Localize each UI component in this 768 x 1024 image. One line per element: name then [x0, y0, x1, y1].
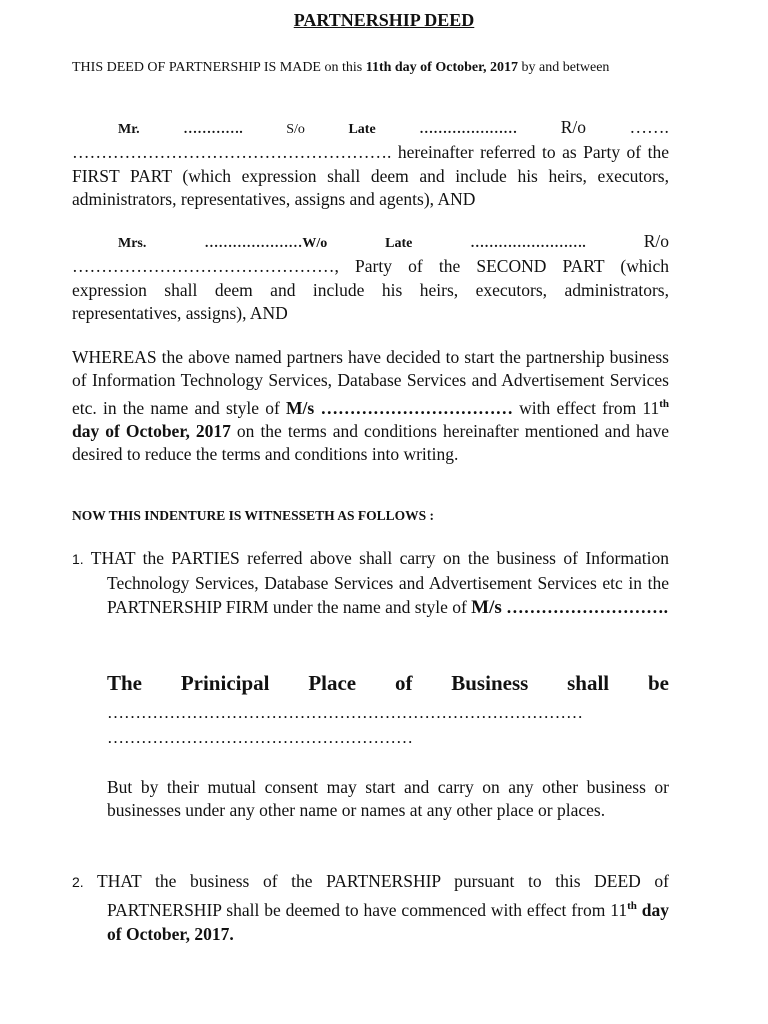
clause-1-firm-blank: ………………………. [506, 597, 669, 617]
whereas-firm-blank: …………………………… [320, 397, 513, 418]
first-party-paragraph [72, 116, 669, 212]
whereas-part2: with effect from 11 [519, 397, 660, 418]
whereas-sup: th [659, 397, 670, 410]
first-party-text [72, 141, 669, 211]
second-party-description: Party of the SECOND PART (which expression shall deem and include his heirs, executors, administrators, representatives, assigns), AND [72, 256, 670, 324]
clause-2 [72, 869, 669, 946]
place-word-7: be [647, 671, 669, 695]
place-word-3: Place [308, 671, 357, 695]
clause-2-number: 2. [72, 874, 84, 890]
first-party-line [72, 116, 669, 141]
clause-2-body: THAT the business of the PARTNERSHIP pursuant to this DEED of PARTNERSHIP shall be deemed to have commenced with effect from 11 [97, 871, 669, 920]
intro-paragraph [72, 58, 669, 78]
intro-suffix: by and between [521, 60, 610, 75]
second-party-late: Late [385, 236, 413, 251]
first-party-name-blank: …………. [183, 122, 243, 137]
clause-1-text [72, 546, 669, 620]
clause-2-date: day of October, 2017. [107, 899, 669, 944]
second-party-ro: R/o [643, 231, 669, 251]
place-word-1: The [107, 671, 143, 695]
first-party-address-blank: ………………………………………………. [72, 142, 392, 163]
clause-2-text [72, 869, 669, 946]
second-party-address-blank: ………………………………………, [72, 256, 339, 277]
first-party-ro-blank: ……. [629, 117, 669, 137]
place-word-2: Prinicipal [180, 671, 270, 695]
clause-1-ms: M/s [471, 597, 502, 618]
clause-2-sup: th [627, 900, 637, 912]
principal-place-block [107, 670, 669, 750]
first-party-description: hereinafter referred to as Party of the FIRST PART (which expression shall deem and include his heirs, executors, administrators, representatives, assigns and agents), AND [72, 142, 669, 210]
intro-date: 11th day of October, 2017 [365, 60, 519, 75]
place-blank-line-1: ………………………………………………………………………… [107, 703, 583, 722]
first-party-late: Late [348, 122, 376, 137]
whereas-part1: WHEREAS the above named partners have decided to start the partnership business of Information Technology Services, Database Services and Advertisement Services etc. in the name and style of [72, 347, 669, 418]
whereas-date: day of October, 2017 [72, 421, 231, 442]
consent-paragraph: But by their mutual consent may start and carry on any other business or businesses under any other name or names at any other place or places. [107, 777, 669, 821]
first-party-ro: R/o [560, 117, 587, 137]
whereas-part3: on the terms and conditions hereinafter mentioned and have desired to reduce the terms and conditions into writing. [72, 421, 670, 465]
clause-1-body: THAT the PARTIES referred above shall carry on the business of Information Technology Services, Database Services and Advertisement Services etc in the PARTNERSHIP FIRM under the name and style of [90, 548, 669, 617]
second-party-husband-blank: ……………………. [470, 236, 586, 251]
place-blank-line-2: ……………………………………………… [107, 728, 413, 747]
place-word-5: Business [451, 671, 529, 695]
second-party-name-blank: …………………W/o [204, 236, 328, 251]
first-party-father-blank: ………………… [419, 122, 518, 137]
intro-prefix: THIS DEED OF PARTNERSHIP IS MADE on this [72, 60, 363, 75]
first-party-title: Mr. [118, 122, 140, 137]
second-party-text [72, 255, 669, 325]
document-title: PARTNERSHIP DEED [293, 10, 475, 30]
clause-1-number: 1. [72, 551, 84, 567]
whereas-paragraph [72, 346, 669, 467]
whereas-ms: M/s [286, 397, 315, 418]
second-party-line [72, 230, 669, 255]
second-party-title: Mrs. [118, 236, 147, 251]
place-word-6: shall [567, 671, 610, 695]
clause-1 [72, 546, 669, 620]
place-word-4: of [394, 671, 413, 695]
second-party-paragraph [72, 230, 669, 326]
principal-place-heading [107, 670, 669, 696]
first-party-relation: S/o [286, 122, 305, 137]
witness-heading: NOW THIS INDENTURE IS WITNESSETH AS FOLLOWS : [72, 508, 434, 523]
